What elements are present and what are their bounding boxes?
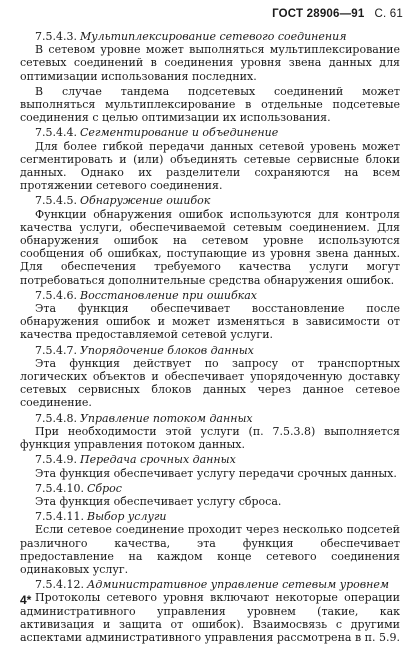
- paragraph: Эта функция обеспечивает услугу передачи срочных данных.: [35, 466, 397, 480]
- section-title: Упорядочение блоков данных: [79, 343, 254, 357]
- section: [20, 194, 400, 286]
- section-number: 7.5.4.10.: [35, 481, 84, 495]
- section: [20, 344, 400, 410]
- section-heading: [20, 194, 400, 207]
- section: [20, 126, 400, 192]
- section-heading: [20, 510, 400, 523]
- section-heading: [20, 453, 400, 466]
- section: [20, 578, 400, 644]
- section-title: Мультиплексирование сетевого соединения: [79, 30, 347, 43]
- document-body: [20, 30, 400, 646]
- section-heading: [20, 30, 400, 43]
- page-number: С. 61: [374, 8, 403, 20]
- section-number: 7.5.4.9.: [35, 453, 77, 467]
- section-heading: [20, 126, 400, 139]
- section-number: 7.5.4.5.: [35, 194, 77, 208]
- paragraph: Для более гибкой передачи данных сетевой уровень может сегментировать и (или) объединять сетевые сервисные блоки данных. Однако их разделители сохраняются на всем протяжении сетевого соединения.: [20, 139, 400, 193]
- section-title: Передача срочных данных: [79, 453, 236, 467]
- section-number: 7.5.4.6.: [35, 288, 77, 302]
- paragraph: Протоколы сетевого уровня включают некоторые операции административного управления уровнем (такие, как активизация и защита от ошибок). Взаимосвязь с другими аспектами административного управления рассмотрена в п. 5.9.: [20, 591, 400, 644]
- section: [20, 30, 400, 124]
- section-heading: [20, 578, 400, 591]
- section: [20, 289, 400, 342]
- section-heading: [20, 412, 400, 425]
- signature-mark: 4*: [20, 593, 32, 607]
- section-title: Управление потоком данных: [79, 411, 253, 425]
- section-title: Восстановление при ошибках: [79, 288, 257, 302]
- section-title: Выбор услуги: [86, 510, 167, 524]
- section: [20, 510, 400, 576]
- paragraph: Функции обнаружения ошибок используются для контроля качества услуги, обеспечиваемой сетевым соединением. Для обнаружения ошибок на сетевом уровне используются сообщения об ошибках, поступающие из уровня звена данных. Для обеспечения требуемого качества услуги могут потребоваться дополнительные средства обнаружения ошибок.: [20, 207, 400, 287]
- standard-number: ГОСТ 28906—91: [272, 8, 365, 20]
- section-number: 7.5.4.4.: [35, 126, 77, 140]
- page-header: [272, 8, 403, 20]
- paragraph: Эта функция действует по запросу от транспортных логических объектов и обеспечивает упорядоченную доставку сетевых сервисных блоков данных через данное сетевое соединение.: [20, 356, 400, 410]
- section-number: 7.5.4.12.: [35, 578, 84, 592]
- paragraph: Эта функция обеспечивает услугу сброса.: [35, 494, 282, 508]
- section-title: Административное управление сетевым уровнем: [86, 578, 390, 592]
- section: [20, 412, 400, 452]
- paragraph: В сетевом уровне может выполняться мультиплексирование сетевых соединений в соединения уровня звена данных для оптимизации использования последних.: [20, 43, 400, 83]
- section-title: Сброс: [86, 481, 122, 495]
- paragraph: При необходимости этой услуги (п. 7.5.3.8) выполняется функция управления потоком данных.: [20, 424, 400, 452]
- section-number: 7.5.4.8.: [35, 411, 77, 425]
- section-number: 7.5.4.7.: [35, 343, 77, 357]
- paragraph: Эта функция обеспечивает восстановление после обнаружения ошибок и может изменяться в зависимости от качества предоставляемой сетевой услуги.: [20, 302, 400, 342]
- section-heading: [20, 482, 400, 495]
- section-number: 7.5.4.3.: [35, 30, 77, 43]
- section-title: Обнаружение ошибок: [79, 194, 211, 208]
- section-heading: [20, 344, 400, 357]
- section-title: Сегментирование и объединение: [79, 126, 279, 140]
- paragraph: Если сетевое соединение проходит через несколько подсетей различного качества, эта функция обеспечивает предоставление на каждом конце сетевого соединения одинаковых услуг.: [20, 523, 400, 576]
- paragraph: В случае тандема подсетевых соединений может выполняться мультиплексирование в отдельные подсетевые соединения с целью оптимизации их использования.: [20, 84, 400, 125]
- section: [20, 453, 400, 479]
- section-heading: [20, 289, 400, 302]
- section: [20, 482, 400, 508]
- section-number: 7.5.4.11.: [35, 510, 84, 524]
